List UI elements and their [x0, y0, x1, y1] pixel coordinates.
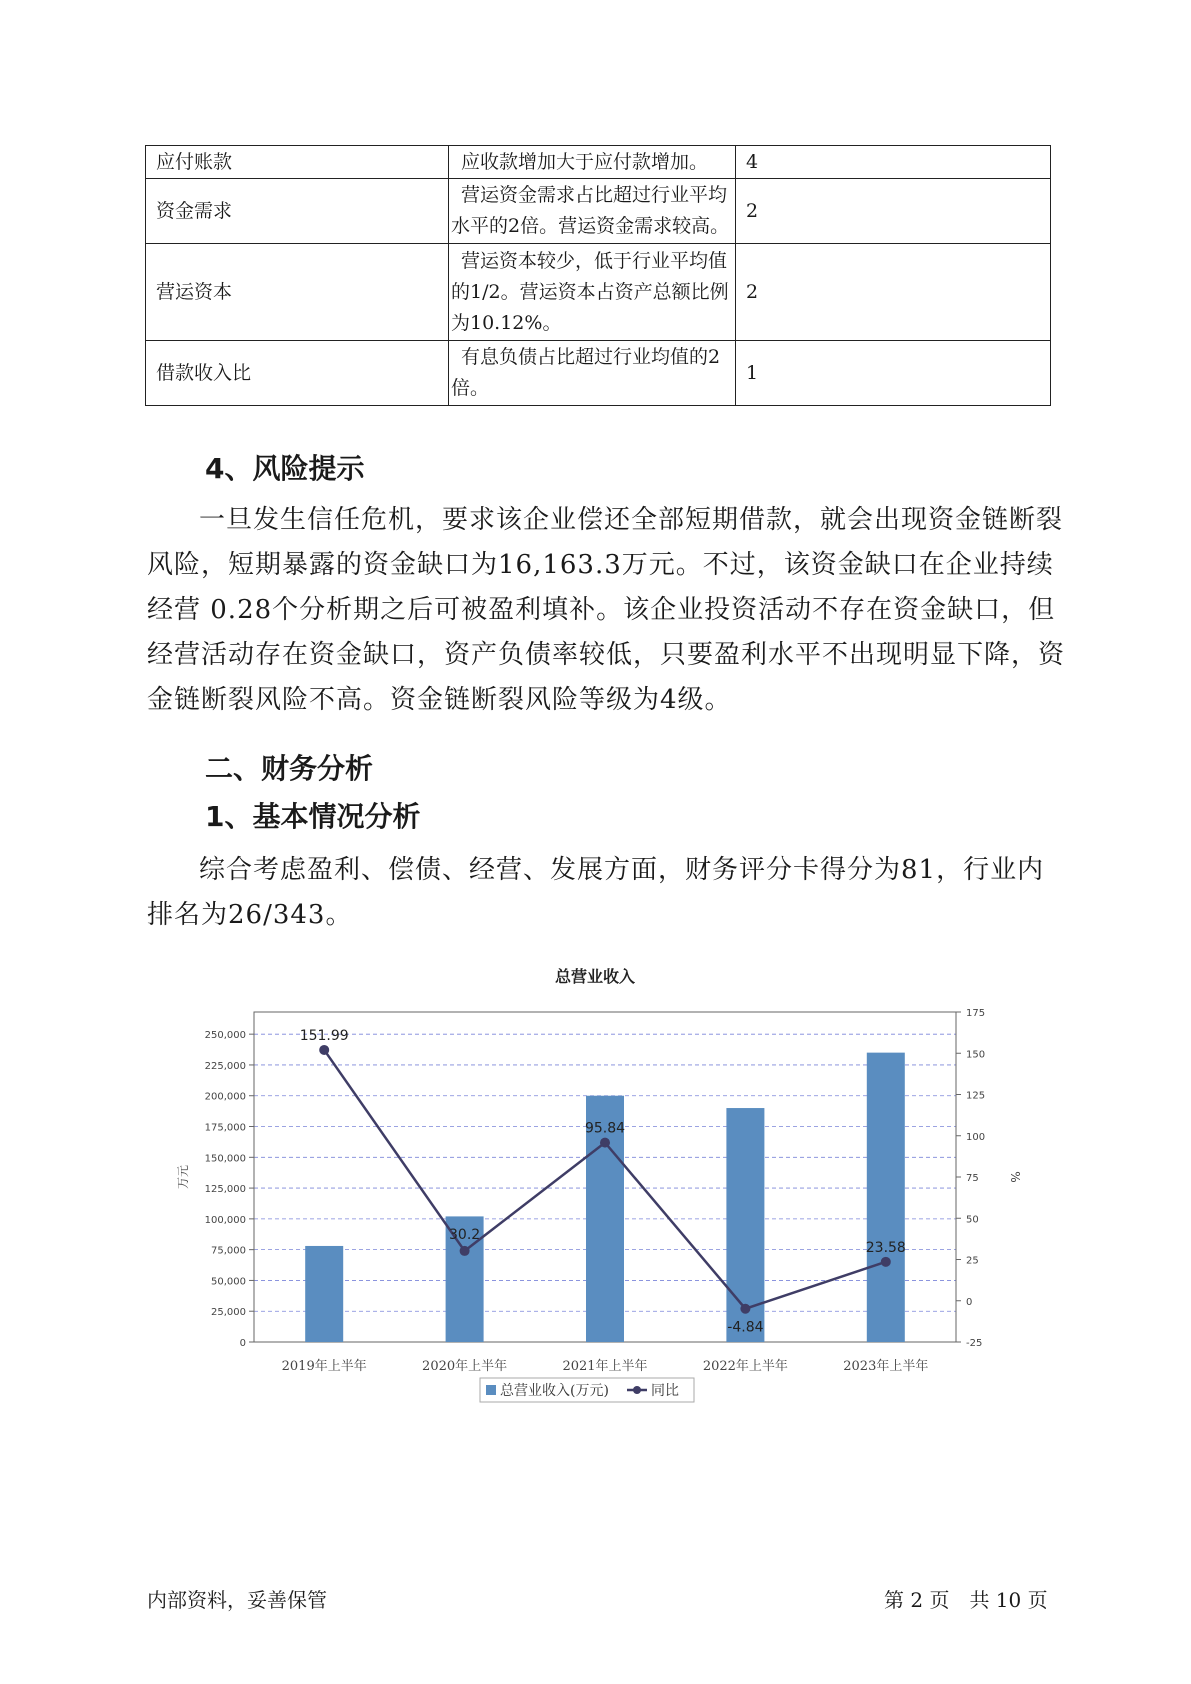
table-cell-desc: 营运资本较少，低于行业平均值的1/2。营运资本占资产总额比例为10.12%。	[449, 244, 736, 341]
legend-swatch-bar	[486, 1385, 496, 1395]
table-cell-desc: 有息负债占比超过行业均值的2倍。	[449, 341, 736, 406]
y-tick-label: 250,000	[204, 1030, 246, 1042]
table-row	[146, 146, 1051, 179]
x-tick-label: 2021年上半年	[562, 1359, 648, 1374]
chart-title: 总营业收入	[554, 967, 636, 986]
y-tick-label: 0	[239, 1338, 246, 1349]
table-row	[146, 179, 1051, 244]
y-right-tick-label: 75	[966, 1173, 979, 1184]
x-tick-label: 2019年上半年	[281, 1359, 367, 1374]
y-right-tick-label: 0	[966, 1296, 973, 1308]
data-point	[319, 1045, 329, 1055]
data-point	[740, 1304, 750, 1314]
risk-table	[145, 145, 1051, 406]
table-row	[146, 341, 1051, 406]
y-tick-label: 150,000	[204, 1153, 246, 1165]
table-cell-item: 借款收入比	[146, 341, 449, 406]
data-label: 23.58	[865, 1239, 906, 1256]
legend-swatch-marker	[633, 1386, 641, 1394]
data-label: 151.99	[299, 1027, 349, 1044]
y-tick-label: 200,000	[204, 1091, 246, 1103]
y-right-tick-label: 150	[966, 1049, 986, 1061]
table-cell-grade: 4	[736, 146, 1051, 179]
y-tick-label: 225,000	[204, 1060, 246, 1072]
table-cell-desc: 应收款增加大于应付款增加。	[449, 146, 736, 179]
data-label: -4.84	[727, 1319, 764, 1336]
subsection-heading-basic: 1、基本情况分析	[205, 800, 421, 833]
data-label: 30.2	[449, 1226, 481, 1243]
y-tick-label: 100,000	[204, 1214, 246, 1226]
x-tick-label: 2022年上半年	[702, 1359, 788, 1374]
y-tick-label: 25,000	[211, 1307, 246, 1319]
table-cell-grade: 2	[736, 179, 1051, 244]
table-row	[146, 244, 1051, 341]
risk-paragraph: 一旦发生信任危机，要求该企业偿还全部短期借款，就会出现资金链断裂风险，短期暴露的资金缺口为16,163.3万元。不过，该资金缺口在企业持续经营 0.28个分析期之后可被盈利填补。该企业投资活动不存在资金缺口，但经营活动存在资金缺口，资产负债率较低，只要盈利水平不出现明显下降，资金链断裂风险不高。资金链断裂风险等级为4级。	[147, 505, 1066, 715]
y-axis-label: 万元	[176, 1164, 190, 1190]
y-tick-label: 75,000	[211, 1245, 246, 1257]
bar	[867, 1053, 905, 1342]
y-right-tick-label: 175	[966, 1008, 986, 1019]
section-heading-risk: 4、风险提示	[205, 452, 365, 485]
y-right-tick-label: 25	[966, 1255, 979, 1267]
data-label: 95.84	[584, 1120, 626, 1137]
table-cell-item: 资金需求	[146, 179, 449, 244]
data-point	[881, 1257, 891, 1267]
bar	[305, 1246, 343, 1342]
y-right-tick-label: 100	[966, 1131, 986, 1143]
y-right-axis-label: %	[1008, 1171, 1022, 1183]
data-point	[600, 1138, 610, 1148]
footer-page-number: 第 2 页 共 10 页	[884, 1588, 1048, 1612]
footer-confidential: 内部资料，妥善保管	[147, 1588, 327, 1612]
table-cell-item: 营运资本	[146, 244, 449, 341]
legend-label-bar: 总营业收入(万元)	[500, 1383, 609, 1399]
section-heading-finance: 二、财务分析	[205, 752, 374, 785]
score-paragraph: 综合考虑盈利、偿债、经营、发展方面，财务评分卡得分为81，行业内排名为26/343。	[147, 855, 1045, 930]
y-tick-label: 125,000	[204, 1184, 246, 1196]
y-right-tick-label: -25	[966, 1338, 983, 1349]
legend-label-line: 同比	[651, 1383, 679, 1399]
x-tick-label: 2023年上半年	[843, 1359, 929, 1374]
table-cell-grade: 2	[736, 244, 1051, 341]
table-cell-item: 应付账款	[146, 146, 449, 179]
y-tick-label: 175,000	[204, 1122, 246, 1134]
y-right-tick-label: 125	[966, 1090, 986, 1102]
data-point	[460, 1246, 470, 1256]
revenue-chart	[175, 955, 1035, 1415]
y-tick-label: 50,000	[211, 1276, 246, 1288]
table-cell-desc: 营运资金需求占比超过行业平均水平的2倍。营运资金需求较高。	[449, 179, 736, 244]
y-right-tick-label: 50	[966, 1214, 979, 1226]
x-tick-label: 2020年上半年	[422, 1359, 508, 1374]
table-cell-grade: 1	[736, 341, 1051, 406]
